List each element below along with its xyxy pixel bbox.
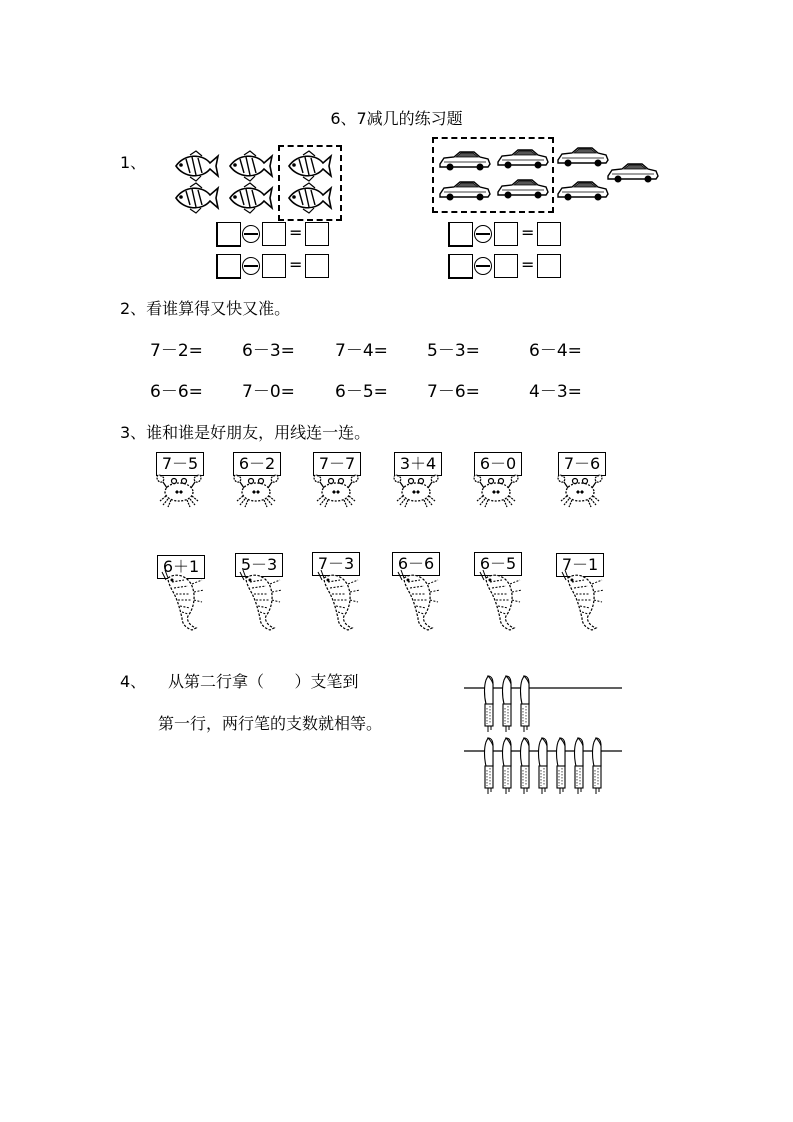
car-dashed-frame [432, 137, 554, 213]
minus-sign-icon [474, 225, 492, 243]
equals-sign: = [521, 255, 535, 274]
pen-row-1 [485, 676, 530, 732]
answer-box[interactable] [216, 222, 241, 247]
question-4-line-1: 从第二行拿（ ）支笔到 [168, 672, 359, 691]
shrimp-label-box[interactable]: 7－3 [312, 552, 360, 576]
crab-label-box[interactable]: 3＋4 [394, 452, 442, 476]
crab-icon[interactable] [472, 470, 522, 510]
pen-icon [539, 738, 548, 794]
shrimp-label-box[interactable]: 5－3 [235, 553, 283, 577]
crab-label-box[interactable]: 7－5 [156, 452, 204, 476]
equation-item: 7－6= [427, 382, 480, 402]
pen-icon [503, 676, 512, 732]
crab-label-box[interactable]: 6－2 [233, 452, 281, 476]
pen-icon [485, 738, 494, 794]
equation-item: 5－3= [427, 341, 480, 361]
fish-icon [230, 151, 272, 181]
pen-rows-illustration [462, 672, 624, 792]
shrimp-icon[interactable] [162, 570, 207, 632]
shrimp-icon[interactable] [398, 570, 443, 632]
answer-box[interactable] [537, 254, 561, 278]
answer-box[interactable] [448, 222, 473, 247]
equation-item: 4－3= [529, 382, 582, 402]
equals-sign: = [521, 223, 535, 242]
answer-box[interactable] [537, 222, 561, 246]
equals-sign: = [289, 255, 303, 274]
crab-icon[interactable] [155, 470, 205, 510]
minus-sign-icon [242, 225, 260, 243]
answer-box[interactable] [305, 222, 329, 246]
pen-icon [575, 738, 584, 794]
shrimp-icon[interactable] [240, 570, 285, 632]
shrimp-label-box[interactable]: 7－1 [556, 553, 604, 577]
question-4-line-2: 第一行，两行笔的支数就相等。 [158, 714, 383, 733]
car-icon [558, 148, 608, 167]
crab-icon[interactable] [556, 470, 606, 510]
pen-icon [521, 738, 530, 794]
pen-row-2 [485, 738, 602, 794]
fish-icon [176, 151, 218, 181]
crab-label-box[interactable]: 7－6 [558, 452, 606, 476]
question-4-number: 4、 [120, 672, 147, 691]
pen-icon [557, 738, 566, 794]
pen-icon [503, 738, 512, 794]
minus-sign-icon [242, 257, 260, 275]
equation-item: 6－6= [150, 382, 203, 402]
pen-icon [521, 676, 530, 732]
equation-item: 6－3= [242, 341, 295, 361]
answer-box[interactable] [262, 222, 286, 246]
answer-box[interactable] [262, 254, 286, 278]
equation-item: 7－4= [335, 341, 388, 361]
question-3-text: 3、谁和谁是好朋友，用线连一连。 [120, 423, 371, 442]
minus-sign-icon [474, 257, 492, 275]
fish-icon [230, 183, 272, 213]
question-2-text: 2、看谁算得又快又准。 [120, 299, 291, 318]
crab-icon[interactable] [392, 470, 442, 510]
car-icon [558, 182, 608, 201]
equation-item: 6－5= [335, 382, 388, 402]
pen-icon [593, 738, 602, 794]
crab-icon[interactable] [232, 470, 282, 510]
shrimp-label-box[interactable]: 6＋1 [157, 555, 205, 579]
crab-label-box[interactable]: 6－0 [474, 452, 522, 476]
shrimp-label-box[interactable]: 6－5 [474, 552, 522, 576]
answer-box[interactable] [216, 254, 241, 279]
question-1-number: 1、 [120, 153, 147, 172]
equation-item: 6－4= [529, 341, 582, 361]
fish-dashed-frame [278, 145, 342, 221]
shrimp-icon[interactable] [480, 570, 525, 632]
equation-item: 7－2= [150, 341, 203, 361]
crab-label-box[interactable]: 7－7 [313, 452, 361, 476]
equation-item: 7－0= [242, 382, 295, 402]
shrimp-icon[interactable] [318, 570, 363, 632]
answer-box[interactable] [448, 254, 473, 279]
equals-sign: = [289, 223, 303, 242]
answer-box[interactable] [494, 222, 518, 246]
crab-icon[interactable] [312, 470, 362, 510]
shrimp-label-box[interactable]: 6－6 [392, 552, 440, 576]
answer-box[interactable] [305, 254, 329, 278]
page-title: 6、7减几的练习题 [330, 109, 463, 128]
fish-icon [176, 183, 218, 213]
shrimp-icon[interactable] [562, 570, 607, 632]
car-icon [608, 164, 658, 183]
answer-box[interactable] [494, 254, 518, 278]
pen-icon [485, 676, 494, 732]
